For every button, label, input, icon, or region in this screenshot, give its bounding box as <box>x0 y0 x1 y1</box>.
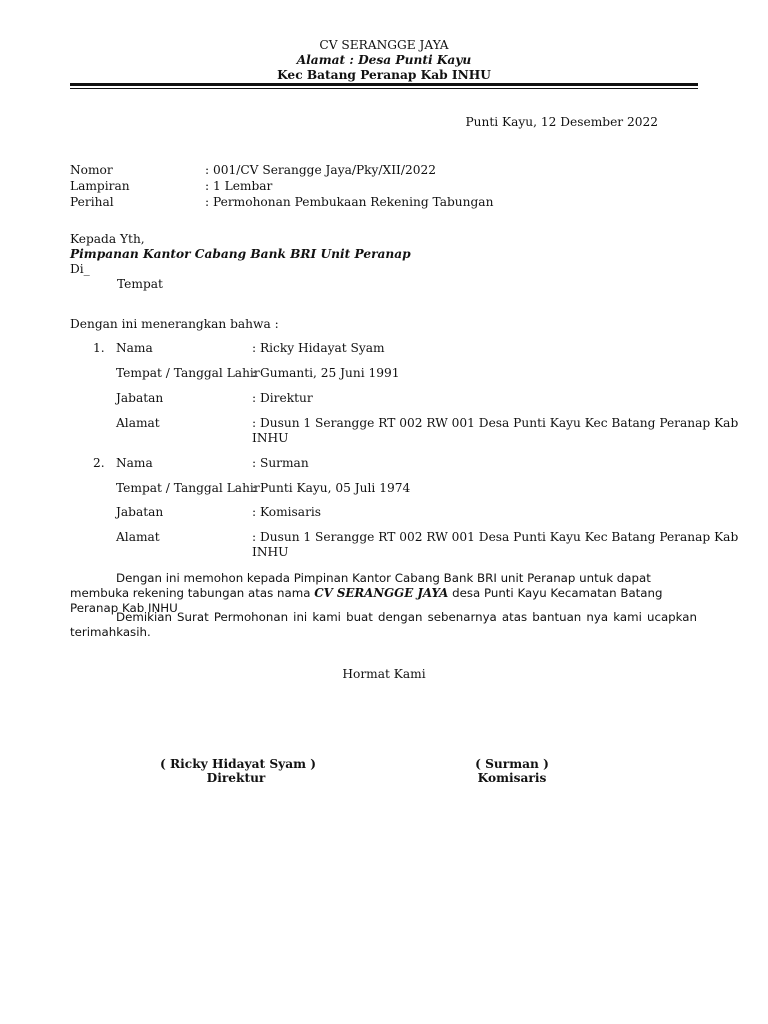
person-2-label-jabatan: Jabatan <box>116 505 164 519</box>
signatory-2-name: ( Surman ) <box>475 757 549 771</box>
letterhead-rule-thick <box>70 83 698 86</box>
person-2-label-ttl: Tempat / Tanggal Lahir <box>116 481 260 495</box>
intro-text: Dengan ini menerangkan bahwa : <box>70 317 279 331</box>
person-1-label-ttl: Tempat / Tanggal Lahir <box>116 366 260 380</box>
signatory-1-title: Direktur <box>206 771 266 785</box>
person-1-value-alamat: : Dusun 1 Serangge RT 002 RW 001 Desa Punti Kayu Kec Batang Peranap Kab <box>252 416 739 430</box>
recipient-greeting: Kepada Yth, <box>70 232 145 246</box>
person-1-label-jabatan: Jabatan <box>116 391 164 405</box>
signatory-1-name: ( Ricky Hidayat Syam ) <box>160 757 317 771</box>
person-1-label-alamat: Alamat <box>116 416 160 430</box>
meta-label-nomor: Nomor <box>70 163 113 177</box>
meta-value-lampiran: : 1 Lembar <box>205 179 273 193</box>
person-2-value-nama: : Surman <box>252 456 309 470</box>
request-company-name: CV SERANGGE JAYA <box>314 586 449 600</box>
place-date: Punti Kayu, 12 Desember 2022 <box>465 115 658 129</box>
company-address-line1: Alamat : Desa Punti Kayu <box>296 53 472 67</box>
company-name: CV SERANGGE JAYA <box>319 38 449 52</box>
person-1-value-jabatan: : Direktur <box>252 391 313 405</box>
person-2-number: 2. <box>93 456 105 470</box>
meta-label-lampiran: Lampiran <box>70 179 130 193</box>
person-2-value-alamat: : Dusun 1 Serangge RT 002 RW 001 Desa Punti Kayu Kec Batang Peranap Kab <box>252 530 739 544</box>
person-2-value-jabatan: : Komisaris <box>252 505 322 519</box>
signatory-2-title: Komisaris <box>477 771 547 785</box>
request-text-after: desa Punti Kayu Kecamatan Batang Peranap Kab INHU <box>70 586 663 615</box>
person-1-number: 1. <box>93 341 105 355</box>
person-2-label-alamat: Alamat <box>116 530 160 544</box>
signatory-1 <box>160 757 317 785</box>
recipient-di: Di_ <box>70 262 90 276</box>
letterhead-rule-thin <box>70 88 698 89</box>
meta-value-perihal: : Permohonan Pembukaan Rekening Tabungan <box>205 195 494 209</box>
closing-paragraph <box>70 610 697 640</box>
person-2-value-ttl: : Punti Kayu, 05 Juli 1974 <box>252 481 411 495</box>
person-1-value-nama: : Ricky Hidayat Syam <box>252 341 385 355</box>
recipient-place: Tempat <box>117 277 163 291</box>
regards: Hormat Kami <box>342 667 426 681</box>
person-1-value-alamat-cont: INHU <box>252 431 289 445</box>
person-1-label-nama: Nama <box>116 341 153 355</box>
person-1-value-ttl: : Gumanti, 25 Juni 1991 <box>252 366 400 380</box>
recipient-name: Pimpanan Kantor Cabang Bank BRI Unit Peranap <box>70 247 411 261</box>
meta-value-nomor: : 001/CV Serangge Jaya/Pky/XII/2022 <box>205 163 436 177</box>
company-address-line2: Kec Batang Peranap Kab INHU <box>277 68 491 82</box>
request-text-before: Dengan ini memohon kepada Pimpinan Kantor Cabang Bank BRI unit Peranap untuk dapat membuka rekening tabungan atas nama <box>70 571 651 600</box>
meta-label-perihal: Perihal <box>70 195 114 209</box>
closing-text: Demikian Surat Permohonan ini kami buat dengan sebenarnya atas bantuan nya kami ucapkan terimahkasih. <box>70 610 697 639</box>
person-2-label-nama: Nama <box>116 456 153 470</box>
person-2-value-alamat-cont: INHU <box>252 545 289 559</box>
signatory-2 <box>466 757 558 785</box>
